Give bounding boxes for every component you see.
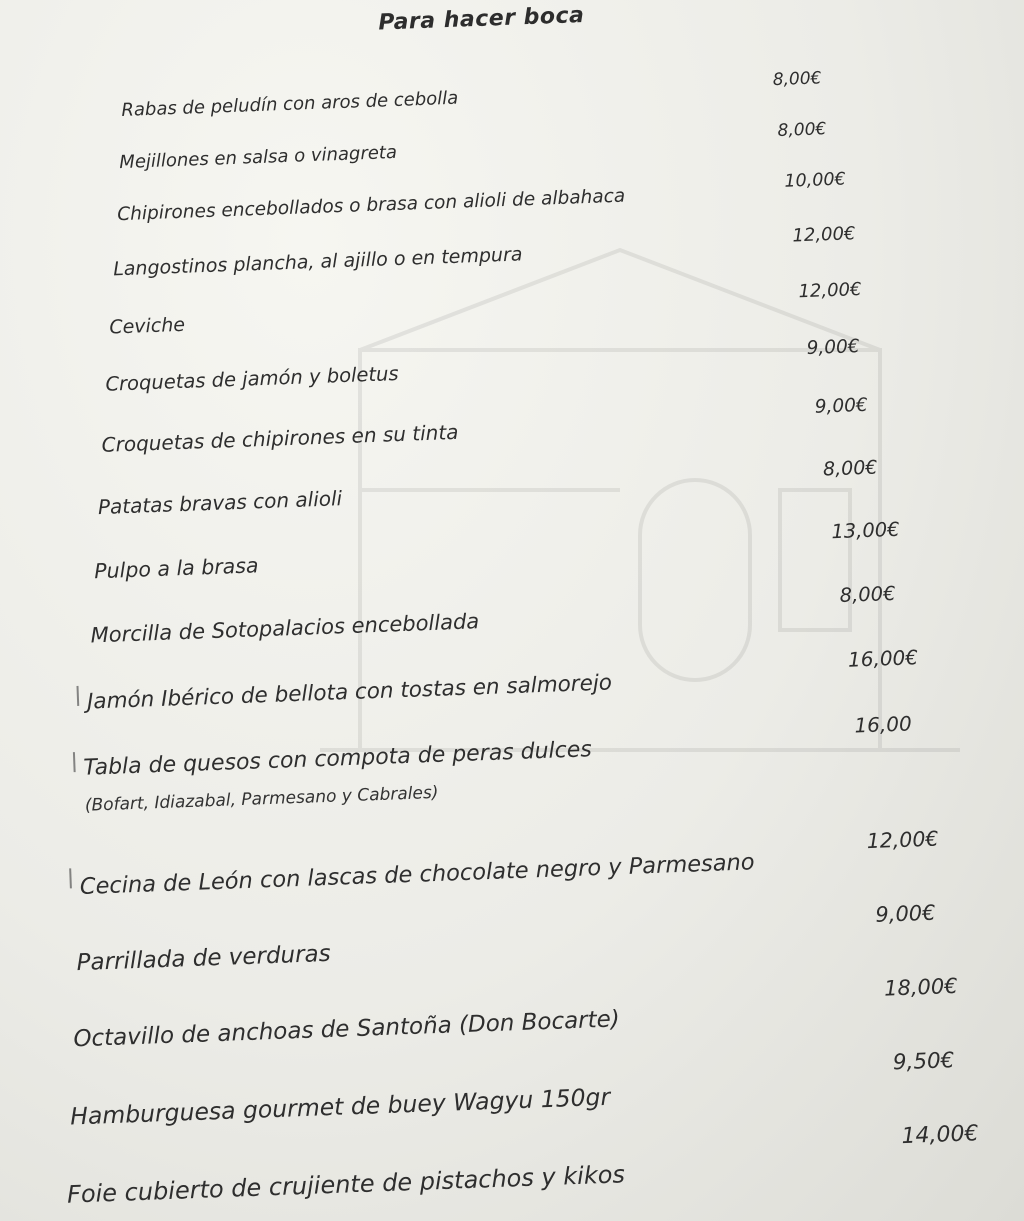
margin-mark xyxy=(76,686,79,706)
menu-item-price: 8,00€ xyxy=(839,581,896,607)
menu-item-price: 12,00€ xyxy=(866,826,939,854)
menu-item-price: 8,00€ xyxy=(777,119,827,141)
menu-item-price: 16,00 xyxy=(854,711,913,738)
menu-item-price: 14,00€ xyxy=(901,1121,979,1150)
menu-item-name: Croquetas de chipirones en su tinta xyxy=(101,419,459,457)
menu-item-name: Langostinos plancha, al ajillo o en tempura xyxy=(112,243,523,281)
menu-item-name: Croquetas de jamón y boletus xyxy=(105,362,399,396)
menu-item-note: (Bofart, Idiazabal, Parmesano y Cabrales) xyxy=(84,782,439,816)
menu-item-price: 16,00€ xyxy=(847,645,919,672)
menu-item-price: 12,00€ xyxy=(792,223,856,247)
menu-item-name: Hamburguesa gourmet de buey Wagyu 150gr xyxy=(69,1082,611,1131)
menu-item-price: 8,00€ xyxy=(822,456,878,481)
menu-item-name: Pulpo a la brasa xyxy=(93,553,259,584)
menu-item-name: Octavillo de anchoas de Santoña (Don Bocarte) xyxy=(72,1006,621,1053)
menu-item-name: Mejillones en salsa o vinagreta xyxy=(118,141,398,174)
menu-title: Para hacer boca xyxy=(377,2,585,36)
menu-item-name: Rabas de peludín con aros de cebolla xyxy=(121,87,459,121)
menu-item-price: 10,00€ xyxy=(784,169,847,192)
menu-item-price: 9,00€ xyxy=(874,900,936,927)
menu-item-price: 9,50€ xyxy=(892,1048,955,1076)
menu-item-price: 13,00€ xyxy=(830,517,900,544)
menu-item-price: 8,00€ xyxy=(772,68,822,91)
menu-item-name: Chipirones encebollados o brasa con alioli de albahaca xyxy=(116,185,626,226)
menu-item-name: Cecina de León con lascas de chocolate negro y Parmesano xyxy=(79,849,756,901)
margin-mark xyxy=(69,868,72,888)
menu-item-price: 12,00€ xyxy=(798,278,862,303)
menu-item-name: Ceviche xyxy=(108,313,186,339)
menu-item-name: Jamón Ibérico de bellota con tostas en salmorejo xyxy=(86,670,613,715)
menu-item-name: Morcilla de Sotopalacios encebollada xyxy=(90,609,480,648)
menu-item-name: Foie cubierto de crujiente de pistachos y kikos xyxy=(66,1160,626,1209)
menu-item-name: Patatas bravas con alioli xyxy=(97,486,343,520)
margin-mark xyxy=(73,752,76,772)
menu-item-price: 9,00€ xyxy=(806,336,860,360)
menu-item-name: Parrillada de verduras xyxy=(76,940,332,977)
menu-item-name: Tabla de quesos con compota de peras dulces xyxy=(83,737,593,781)
menu-item-price: 18,00€ xyxy=(883,973,958,1001)
menu-item-price: 9,00€ xyxy=(814,394,869,418)
